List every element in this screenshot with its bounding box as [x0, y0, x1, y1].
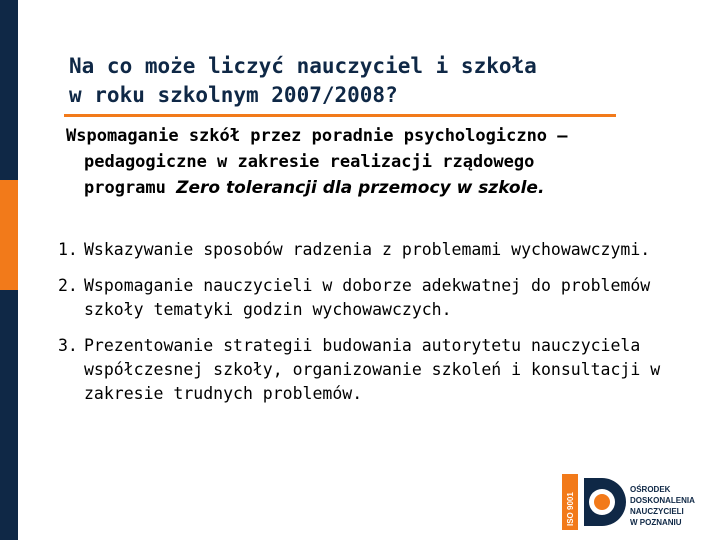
intro-line-1: Wspomaganie szkół przez poradnie psychologiczno – [66, 126, 568, 146]
list-item-text: Wskazywanie sposobów radzenia z problemami wychowawczymi. [84, 240, 651, 259]
logo-line-4: W POZNANIU [630, 518, 682, 527]
list-item-text: Wspomaganie nauczycieli w doborze adekwatnej do problemów szkoły tematyki godzin wychowawczych. [84, 276, 651, 319]
numbered-list [58, 238, 688, 418]
left-orange-accent [0, 180, 18, 290]
logo-iso-label: ISO 9001 [566, 492, 575, 526]
list-item [58, 274, 688, 322]
title-line-1: Na co może liczyć nauczyciel i szkoła [69, 54, 537, 78]
logo-dot-icon [594, 494, 610, 510]
intro-line-3-prefix: programu [84, 178, 177, 198]
list-item-number: 1. [58, 240, 78, 259]
logo-line-2: DOSKONALENIA [630, 496, 695, 505]
intro-line-3 [66, 175, 666, 201]
intro-paragraph [66, 123, 666, 201]
program-name: Zero tolerancji dla przemocy w szkole. [176, 178, 545, 198]
logo-wordmark [630, 484, 710, 528]
title-underline [64, 114, 616, 117]
list-item-number: 2. [58, 276, 78, 295]
list-item [58, 238, 688, 262]
slide-title [69, 52, 629, 110]
list-item [58, 334, 688, 406]
logo-line-1: OŚRODEK [630, 485, 671, 494]
logo-line-3: NAUCZYCIELI [630, 507, 684, 516]
list-item-text: Prezentowanie strategii budowania autorytetu nauczyciela współczesnej szkoły, organizowanie szkoleń i konsultacji w zakresie trudnych problemów. [84, 336, 661, 403]
intro-line-2: pedagogiczne w zakresie realizacji rządowego [84, 152, 535, 172]
list-item-number: 3. [58, 336, 78, 355]
title-line-2: w roku szkolnym 2007/2008? [69, 83, 398, 107]
